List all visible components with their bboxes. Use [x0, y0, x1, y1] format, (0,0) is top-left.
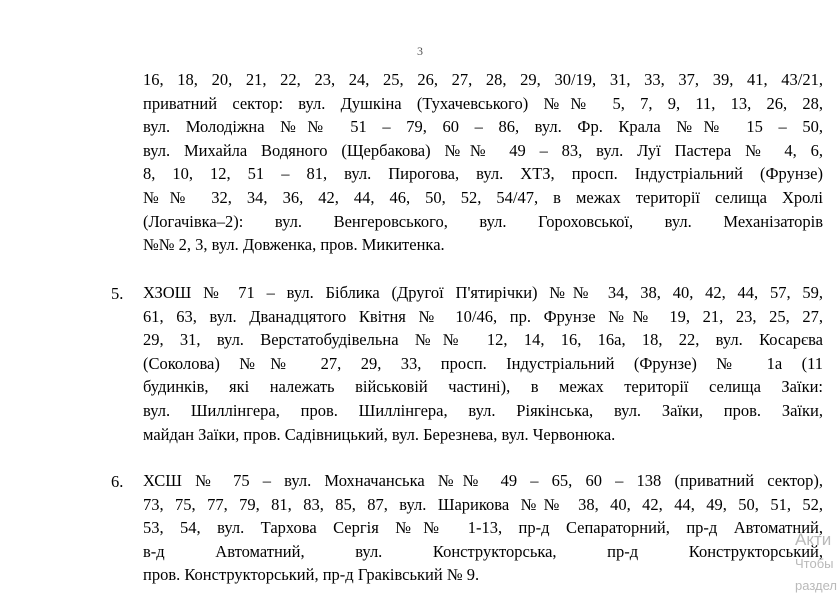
- list-number-5: 5.: [111, 284, 124, 303]
- text-line: 8, 10, 12, 51 – 81, вул. Пирогова, вул. ХТЗ, просп. Індустріальний (Фрунзе): [143, 164, 823, 184]
- activation-watermark-line: раздел: [795, 578, 837, 593]
- paragraph-6: [143, 469, 823, 587]
- text-line: 73, 75, 77, 79, 81, 83, 85, 87, вул. Шарикова №№ 38, 40, 42, 44, 49, 50, 51, 52,: [143, 494, 823, 514]
- text-line: вул. Михайла Водяного (Щербакова) №№ 49 – 83, вул. Луї Пастера № 4, 6,: [143, 140, 823, 160]
- text-line: вул. Молодіжна №№ 51 – 79, 60 – 86, вул. Фр. Крала №№ 15 – 50,: [143, 117, 823, 137]
- text-line: 53, 54, вул. Тархова Сергія №№ 1-13, пр-д Сепараторний, пр-д Автоматний,: [143, 518, 823, 538]
- text-line: №№ 2, 3, вул. Довженка, пров. Микитенка.: [143, 235, 445, 255]
- text-line: в-д Автоматний, вул. Конструкторська, пр-д Конструкторський,: [143, 541, 823, 561]
- paragraph-4-continuation: [143, 68, 823, 257]
- activation-watermark-title: Акти: [795, 530, 832, 549]
- text-line: 16, 18, 20, 21, 22, 23, 24, 25, 26, 27, 28, 29, 30/19, 31, 33, 37, 39, 41, 43/21,: [143, 70, 823, 89]
- text-line: приватний сектор: вул. Душкіна (Тухачевського) №№ 5, 7, 9, 11, 13, 26, 28,: [143, 93, 823, 113]
- text-line: пров. Конструкторський, пр-д Граківський № 9.: [143, 565, 480, 585]
- text-line: (Соколова) №№ 27, 29, 33, просп. Індустріальний (Фрунзе) № 1а (11: [143, 353, 823, 373]
- paragraph-5: [143, 281, 823, 446]
- text-line: ХЗОШ № 71 – вул. Біблика (Другої П'ятирічки) №№ 34, 38, 40, 42, 44, 57, 59,: [143, 283, 823, 302]
- text-line: ХСШ № 75 – вул. Мохначанська №№ 49 – 65, 60 – 138 (приватний сектор),: [143, 471, 823, 490]
- text-line: (Логачівка–2): вул. Венгеровського, вул. Гороховської, вул. Механізаторів: [143, 211, 823, 231]
- text-line: вул. Шиллінгера, пров. Шиллінгера, вул. Ріякінська, вул. Заїки, пров. Заїки,: [143, 400, 823, 420]
- text-line: будинків, які належать військовій частині), в межах території селища Заїки:: [143, 377, 823, 397]
- list-number-6: 6.: [111, 472, 124, 491]
- text-line: 61, 63, вул. Дванадцятого Квітня № 10/46, пр. Фрунзе №№ 19, 21, 23, 25, 27,: [143, 306, 823, 326]
- text-line: 29, 31, вул. Верстатобудівельна №№ 12, 14, 16, 16а, 18, 22, вул. Косарєва: [143, 330, 823, 350]
- page-number: 3: [417, 44, 423, 58]
- activation-watermark-line: Чтобы: [795, 556, 834, 571]
- text-line: майдан Заїки, пров. Садівницький, вул. Березнева, вул. Червонюка.: [143, 424, 616, 444]
- text-line: №№ 32, 34, 36, 42, 44, 46, 50, 52, 54/47, в межах території селища Хролі: [143, 187, 823, 207]
